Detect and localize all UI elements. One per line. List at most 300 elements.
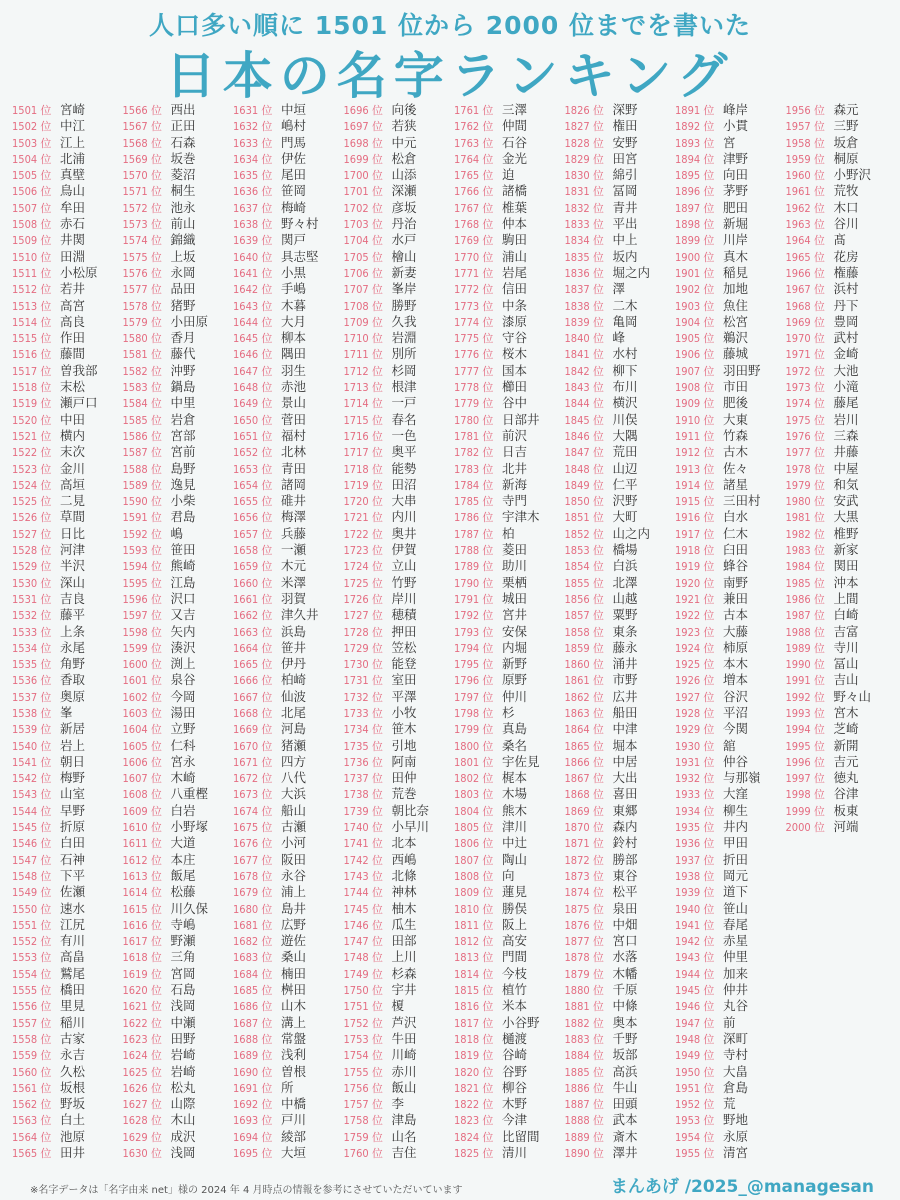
surname: 野瀬 bbox=[170, 933, 196, 949]
surname: 堀本 bbox=[612, 737, 638, 753]
ranking-row bbox=[454, 102, 564, 118]
surname: 奥井 bbox=[391, 525, 417, 541]
ranking-row bbox=[675, 526, 785, 542]
rank-number: 1802 位 bbox=[454, 772, 494, 786]
rank-number: 1906 位 bbox=[675, 348, 715, 362]
surname: 青井 bbox=[612, 199, 638, 215]
surname: 田井 bbox=[60, 1145, 86, 1160]
rank-number: 1576 位 bbox=[122, 266, 162, 280]
ranking-row bbox=[675, 770, 785, 786]
surname: 三野 bbox=[833, 118, 859, 134]
surname: 野々村 bbox=[281, 216, 319, 232]
surname: 内堀 bbox=[502, 639, 528, 655]
ranking-row bbox=[675, 982, 785, 998]
surname: 能登 bbox=[391, 656, 417, 672]
rank-number: 1747 位 bbox=[343, 935, 383, 949]
rank-number: 1842 位 bbox=[564, 364, 604, 378]
ranking-row bbox=[233, 672, 343, 688]
rank-number: 1756 位 bbox=[343, 1081, 383, 1095]
rank-number: 1606 位 bbox=[122, 755, 162, 769]
ranking-row bbox=[123, 412, 233, 428]
surname: 木崎 bbox=[170, 770, 196, 786]
surname: 樋渡 bbox=[502, 1030, 528, 1046]
rank-number: 1520 位 bbox=[12, 413, 52, 427]
ranking-row bbox=[233, 183, 343, 199]
ranking-row bbox=[233, 591, 343, 607]
ranking-row bbox=[123, 672, 233, 688]
ranking-row bbox=[233, 167, 343, 183]
rank-number: 1544 位 bbox=[12, 804, 52, 818]
ranking-row bbox=[123, 135, 233, 151]
ranking-row bbox=[344, 966, 454, 982]
surname: 松藤 bbox=[170, 884, 196, 900]
rank-number: 1822 位 bbox=[454, 1098, 494, 1112]
ranking-row bbox=[233, 770, 343, 786]
ranking-row bbox=[565, 200, 675, 216]
surname: 清川 bbox=[502, 1145, 528, 1160]
ranking-row bbox=[233, 575, 343, 591]
ranking-row bbox=[123, 917, 233, 933]
ranking-row bbox=[344, 281, 454, 297]
surname: 石森 bbox=[170, 134, 196, 150]
rank-number: 1974 位 bbox=[785, 397, 825, 411]
ranking-row bbox=[123, 803, 233, 819]
surname: 権藤 bbox=[833, 264, 859, 280]
surname: 折原 bbox=[60, 819, 86, 835]
rank-number: 1973 位 bbox=[785, 381, 825, 395]
ranking-row bbox=[675, 835, 785, 851]
surname: 柳谷 bbox=[502, 1079, 528, 1095]
rank-number: 1702 位 bbox=[343, 201, 383, 215]
surname: 花房 bbox=[833, 248, 859, 264]
ranking-row bbox=[233, 1080, 343, 1096]
surname: 杉 bbox=[502, 704, 515, 720]
ranking-grid bbox=[12, 102, 892, 1172]
rank-number: 1546 位 bbox=[12, 837, 52, 851]
surname: 広井 bbox=[612, 688, 638, 704]
rank-number: 1573 位 bbox=[122, 218, 162, 232]
ranking-row bbox=[123, 1064, 233, 1080]
ranking-row bbox=[344, 1047, 454, 1063]
rank-number: 1787 位 bbox=[454, 527, 494, 541]
surname: 谷崎 bbox=[502, 1047, 528, 1063]
rank-number: 1986 位 bbox=[785, 592, 825, 606]
rank-number: 1942 位 bbox=[675, 935, 715, 949]
ranking-row bbox=[123, 444, 233, 460]
rank-number: 1825 位 bbox=[454, 1147, 494, 1160]
ranking-row bbox=[454, 1015, 564, 1031]
rank-number: 1966 位 bbox=[785, 266, 825, 280]
ranking-row bbox=[344, 1031, 454, 1047]
ranking-row bbox=[12, 624, 122, 640]
surname: 市野 bbox=[612, 672, 638, 688]
surname: 大隅 bbox=[612, 427, 638, 443]
rank-number: 1947 位 bbox=[675, 1016, 715, 1030]
surname: 深山 bbox=[60, 574, 86, 590]
surname: 佐瀬 bbox=[60, 884, 86, 900]
surname: 梅澤 bbox=[281, 509, 307, 525]
surname: 金崎 bbox=[833, 346, 859, 362]
ranking-row bbox=[344, 901, 454, 917]
rank-number: 1903 位 bbox=[675, 299, 715, 313]
ranking-row bbox=[344, 852, 454, 868]
surname: 君島 bbox=[170, 509, 196, 525]
rank-number: 1669 位 bbox=[233, 723, 273, 737]
ranking-row bbox=[565, 738, 675, 754]
surname: 笠松 bbox=[391, 639, 417, 655]
ranking-row bbox=[675, 249, 785, 265]
surname: 能勢 bbox=[391, 460, 417, 476]
ranking-row bbox=[233, 558, 343, 574]
rank-number: 1772 位 bbox=[454, 283, 494, 297]
rank-number: 1852 位 bbox=[564, 527, 604, 541]
ranking-row bbox=[565, 102, 675, 118]
surname: 今岡 bbox=[170, 688, 196, 704]
rank-number: 1571 位 bbox=[122, 185, 162, 199]
surname: 三森 bbox=[833, 427, 859, 443]
ranking-row bbox=[344, 330, 454, 346]
surname: 船田 bbox=[612, 704, 638, 720]
ranking-row bbox=[675, 949, 785, 965]
rank-number: 1983 位 bbox=[785, 544, 825, 558]
surname: 河端 bbox=[833, 819, 859, 835]
rank-number: 1863 位 bbox=[564, 706, 604, 720]
rank-number: 1717 位 bbox=[343, 446, 383, 460]
rank-number: 1548 位 bbox=[12, 869, 52, 883]
ranking-row bbox=[233, 689, 343, 705]
rank-number: 1542 位 bbox=[12, 772, 52, 786]
ranking-row bbox=[675, 868, 785, 884]
surname: 新居 bbox=[60, 721, 86, 737]
ranking-row bbox=[123, 901, 233, 917]
ranking-row bbox=[123, 265, 233, 281]
ranking-row bbox=[675, 1112, 785, 1128]
rank-number: 1657 位 bbox=[233, 527, 273, 541]
surname: 桝田 bbox=[281, 982, 307, 998]
rank-number: 1643 位 bbox=[233, 299, 273, 313]
surname: 河津 bbox=[60, 542, 86, 558]
surname: 羽賀 bbox=[281, 590, 307, 606]
ranking-row bbox=[565, 363, 675, 379]
rank-number: 1992 位 bbox=[785, 690, 825, 704]
ranking-row bbox=[454, 1047, 564, 1063]
surname: 兼田 bbox=[723, 590, 749, 606]
rank-number: 1590 位 bbox=[122, 495, 162, 509]
surname: 寺門 bbox=[502, 493, 528, 509]
surname: 中條 bbox=[612, 998, 638, 1014]
surname: 平澤 bbox=[391, 688, 417, 704]
rank-number: 1996 位 bbox=[785, 755, 825, 769]
ranking-row bbox=[675, 852, 785, 868]
surname: 池原 bbox=[60, 1128, 86, 1144]
surname: 山添 bbox=[391, 167, 417, 183]
rank-number: 1586 位 bbox=[122, 429, 162, 443]
ranking-row bbox=[565, 852, 675, 868]
ranking-row bbox=[123, 640, 233, 656]
ranking-row bbox=[233, 118, 343, 134]
rank-number: 1979 位 bbox=[785, 478, 825, 492]
surname: 古木 bbox=[723, 444, 749, 460]
rank-number: 1729 位 bbox=[343, 641, 383, 655]
rank-number: 1859 位 bbox=[564, 641, 604, 655]
surname: 坂部 bbox=[612, 1047, 638, 1063]
rank-number: 1795 位 bbox=[454, 658, 494, 672]
rank-number: 1880 位 bbox=[564, 984, 604, 998]
ranking-row bbox=[786, 298, 896, 314]
ranking-row bbox=[786, 558, 896, 574]
ranking-row bbox=[344, 461, 454, 477]
ranking-row bbox=[123, 689, 233, 705]
surname: 綾部 bbox=[281, 1128, 307, 1144]
rank-number: 1700 位 bbox=[343, 169, 383, 183]
rank-number: 1603 位 bbox=[122, 706, 162, 720]
surname: 朝比奈 bbox=[391, 802, 430, 818]
ranking-row bbox=[786, 509, 896, 525]
surname: 岩倉 bbox=[170, 411, 196, 427]
ranking-row bbox=[233, 656, 343, 672]
surname: 沖本 bbox=[833, 574, 859, 590]
rank-number: 1527 位 bbox=[12, 527, 52, 541]
surname: 赤石 bbox=[60, 216, 86, 232]
surname: 小田原 bbox=[170, 313, 209, 329]
ranking-row bbox=[344, 689, 454, 705]
surname: 寺嶋 bbox=[170, 916, 196, 932]
surname: 柳下 bbox=[612, 362, 638, 378]
surname: 大畠 bbox=[723, 1063, 749, 1079]
rank-number: 1653 位 bbox=[233, 462, 273, 476]
rank-number: 1926 位 bbox=[675, 674, 715, 688]
ranking-row bbox=[454, 509, 564, 525]
ranking-row bbox=[565, 151, 675, 167]
rank-number: 1792 位 bbox=[454, 609, 494, 623]
ranking-row bbox=[565, 917, 675, 933]
surname: 井関 bbox=[60, 232, 86, 248]
surname: 宮前 bbox=[170, 444, 196, 460]
rank-number: 1818 位 bbox=[454, 1032, 494, 1046]
ranking-column bbox=[786, 102, 896, 835]
rank-number: 1941 位 bbox=[675, 918, 715, 932]
ranking-row bbox=[565, 640, 675, 656]
rank-number: 1891 位 bbox=[675, 104, 715, 117]
rank-number: 1889 位 bbox=[564, 1130, 604, 1144]
surname: 前山 bbox=[170, 216, 196, 232]
rank-number: 1820 位 bbox=[454, 1065, 494, 1079]
rank-number: 1528 位 bbox=[12, 544, 52, 558]
ranking-row bbox=[675, 1129, 785, 1145]
rank-number: 1821 位 bbox=[454, 1081, 494, 1095]
rank-number: 1719 位 bbox=[343, 478, 383, 492]
rank-number: 1518 位 bbox=[12, 381, 52, 395]
ranking-row bbox=[123, 249, 233, 265]
surname: 平沼 bbox=[723, 704, 749, 720]
rank-number: 1655 位 bbox=[233, 495, 273, 509]
ranking-row bbox=[454, 558, 564, 574]
ranking-row bbox=[233, 998, 343, 1014]
rank-number: 1990 位 bbox=[785, 658, 825, 672]
rank-number: 1750 位 bbox=[343, 984, 383, 998]
surname: 桐生 bbox=[170, 183, 196, 199]
rank-number: 1913 位 bbox=[675, 462, 715, 476]
ranking-row bbox=[123, 754, 233, 770]
surname: 中居 bbox=[612, 753, 638, 769]
surname: 上条 bbox=[60, 623, 86, 639]
rank-number: 1908 位 bbox=[675, 381, 715, 395]
rank-number: 1555 位 bbox=[12, 984, 52, 998]
rank-number: 1587 位 bbox=[122, 446, 162, 460]
rank-number: 1597 位 bbox=[122, 609, 162, 623]
rank-number: 1760 位 bbox=[343, 1147, 383, 1160]
rank-number: 1539 位 bbox=[12, 723, 52, 737]
surname: 浜村 bbox=[833, 281, 859, 297]
surname: 矢内 bbox=[170, 623, 196, 639]
surname: 鈴村 bbox=[612, 835, 638, 851]
rank-number: 1910 位 bbox=[675, 413, 715, 427]
rank-number: 1666 位 bbox=[233, 674, 273, 688]
surname: 木元 bbox=[281, 558, 307, 574]
ranking-row bbox=[344, 249, 454, 265]
rank-number: 1633 位 bbox=[233, 136, 273, 150]
rank-number: 1817 位 bbox=[454, 1016, 494, 1030]
surname: 舘 bbox=[723, 737, 736, 753]
ranking-row bbox=[675, 346, 785, 362]
rank-number: 1847 位 bbox=[564, 446, 604, 460]
rank-number: 1665 位 bbox=[233, 658, 273, 672]
surname: 谷沢 bbox=[723, 688, 749, 704]
rank-number: 1869 位 bbox=[564, 804, 604, 818]
ranking-row bbox=[454, 200, 564, 216]
rank-number: 1725 位 bbox=[343, 576, 383, 590]
surname: 井内 bbox=[723, 819, 749, 835]
ranking-row bbox=[565, 607, 675, 623]
rank-number: 1526 位 bbox=[12, 511, 52, 525]
rank-number: 1851 位 bbox=[564, 511, 604, 525]
surname: 川岸 bbox=[723, 232, 749, 248]
ranking-row bbox=[786, 102, 896, 118]
surname: 大月 bbox=[281, 313, 307, 329]
rank-number: 1864 位 bbox=[564, 723, 604, 737]
rank-number: 1844 位 bbox=[564, 397, 604, 411]
surname: 池永 bbox=[170, 199, 196, 215]
ranking-row bbox=[123, 607, 233, 623]
ranking-row bbox=[454, 395, 564, 411]
ranking-column bbox=[344, 102, 454, 1161]
ranking-row bbox=[454, 933, 564, 949]
ranking-row bbox=[565, 167, 675, 183]
surname: 岩上 bbox=[60, 737, 86, 753]
rank-number: 1896 位 bbox=[675, 185, 715, 199]
surname: 桑山 bbox=[281, 949, 307, 965]
rank-number: 1644 位 bbox=[233, 315, 273, 329]
surname: 正田 bbox=[170, 118, 196, 134]
rank-number: 1695 位 bbox=[233, 1147, 273, 1160]
ranking-row bbox=[675, 444, 785, 460]
ranking-row bbox=[786, 689, 896, 705]
ranking-row bbox=[123, 542, 233, 558]
ranking-row bbox=[454, 1096, 564, 1112]
rank-number: 1618 位 bbox=[122, 951, 162, 965]
rank-number: 1741 位 bbox=[343, 837, 383, 851]
rank-number: 1744 位 bbox=[343, 886, 383, 900]
rank-number: 1594 位 bbox=[122, 560, 162, 574]
rank-number: 1515 位 bbox=[12, 332, 52, 346]
surname: 一戸 bbox=[391, 395, 417, 411]
surname: 木場 bbox=[502, 786, 528, 802]
surname: 末次 bbox=[60, 444, 86, 460]
surname: 羽田野 bbox=[723, 362, 761, 378]
ranking-row bbox=[123, 982, 233, 998]
surname: 安野 bbox=[612, 134, 638, 150]
rank-number: 1968 位 bbox=[785, 299, 825, 313]
ranking-row bbox=[233, 1031, 343, 1047]
surname: 千原 bbox=[612, 982, 638, 998]
surname: 小河 bbox=[281, 835, 307, 851]
ranking-row bbox=[233, 135, 343, 151]
surname: 南野 bbox=[723, 574, 749, 590]
ranking-row bbox=[123, 363, 233, 379]
surname: 橋場 bbox=[612, 542, 638, 558]
ranking-row bbox=[565, 575, 675, 591]
surname: 八重樫 bbox=[170, 786, 209, 802]
rank-number: 1704 位 bbox=[343, 234, 383, 248]
ranking-row bbox=[454, 803, 564, 819]
rank-number: 1565 位 bbox=[12, 1147, 52, 1160]
surname: 迫 bbox=[502, 167, 515, 183]
surname: 白浜 bbox=[612, 558, 638, 574]
surname: 堀之内 bbox=[612, 264, 651, 280]
surname: 阿南 bbox=[391, 753, 417, 769]
ranking-row bbox=[675, 998, 785, 1014]
rank-number: 1780 位 bbox=[454, 413, 494, 427]
ranking-row bbox=[344, 1112, 454, 1128]
ranking-row bbox=[12, 575, 122, 591]
surname: 向田 bbox=[723, 167, 749, 183]
rank-number: 1639 位 bbox=[233, 234, 273, 248]
rank-number: 1878 位 bbox=[564, 951, 604, 965]
rank-number: 1697 位 bbox=[343, 120, 383, 134]
rank-number: 1648 位 bbox=[233, 381, 273, 395]
surname: 伊丹 bbox=[281, 656, 307, 672]
surname: 津久井 bbox=[281, 607, 319, 623]
rank-number: 1997 位 bbox=[785, 772, 825, 786]
rank-number: 1887 位 bbox=[564, 1098, 604, 1112]
ranking-row bbox=[233, 526, 343, 542]
surname: 伊賀 bbox=[391, 542, 417, 558]
surname: 木暮 bbox=[281, 297, 307, 313]
ranking-row bbox=[344, 265, 454, 281]
rank-number: 1638 位 bbox=[233, 218, 273, 232]
ranking-row bbox=[123, 493, 233, 509]
rank-number: 1836 位 bbox=[564, 266, 604, 280]
surname: 中里 bbox=[170, 395, 196, 411]
rank-number: 1771 位 bbox=[454, 266, 494, 280]
surname: 西嶋 bbox=[391, 851, 417, 867]
ranking-row bbox=[12, 1080, 122, 1096]
surname: 柿原 bbox=[723, 639, 749, 655]
ranking-row bbox=[123, 346, 233, 362]
ranking-row bbox=[454, 265, 564, 281]
ranking-row bbox=[675, 314, 785, 330]
surname: 中江 bbox=[60, 118, 86, 134]
rank-number: 1654 位 bbox=[233, 478, 273, 492]
surname: 又吉 bbox=[170, 607, 196, 623]
surname: 門馬 bbox=[281, 134, 307, 150]
surname: 品田 bbox=[170, 281, 196, 297]
rank-number: 1556 位 bbox=[12, 1000, 52, 1014]
ranking-row bbox=[675, 721, 785, 737]
rank-number: 1978 位 bbox=[785, 462, 825, 476]
surname: 久松 bbox=[60, 1063, 86, 1079]
ranking-row bbox=[786, 819, 896, 835]
